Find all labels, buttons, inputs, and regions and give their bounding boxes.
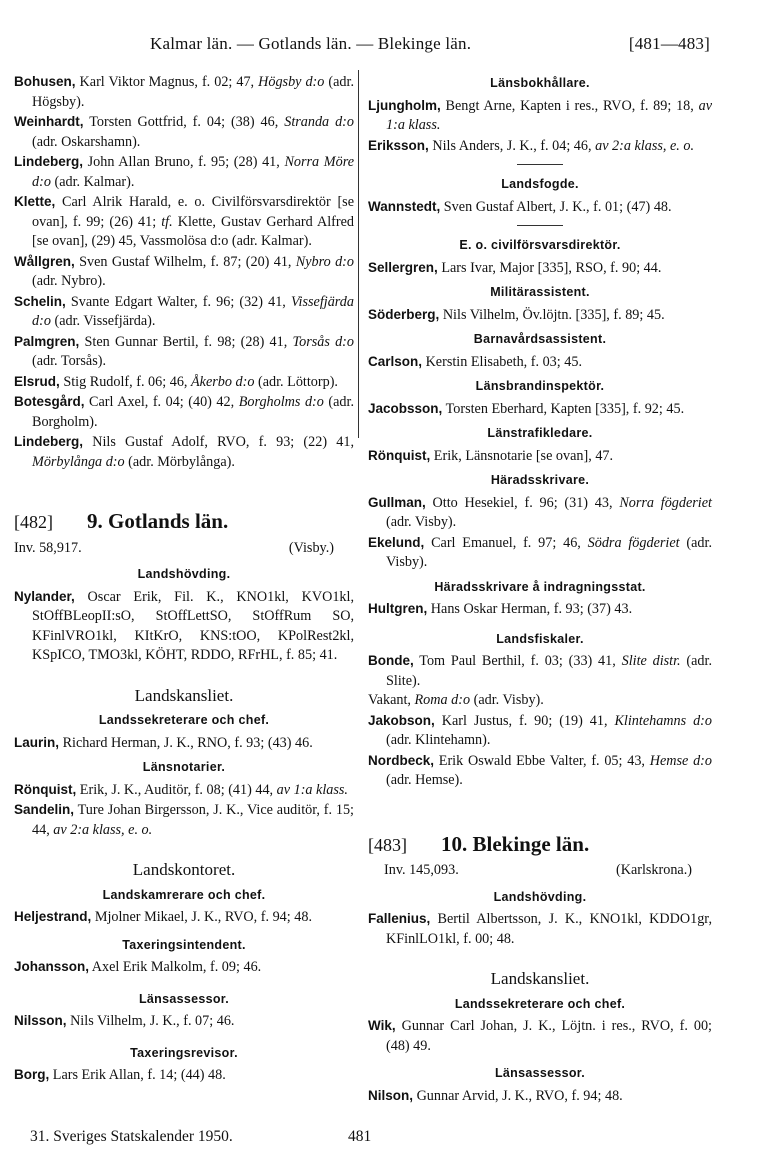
section-heading-gotland	[14, 509, 354, 533]
heading-landssekreterare: Landssekreterare och chef.	[454, 996, 626, 1011]
heading-taxeringsintendent: Taxeringsintendent.	[122, 937, 246, 952]
entry-sellergren: Sellergren, Lars Ivar, Major [335], RSO, f. 90; 44.	[368, 259, 662, 276]
heading-lansbrandinspektor: Länsbrandinspektör.	[475, 379, 605, 393]
county-seat: (Visby.)	[288, 539, 334, 556]
heading-haradsskrivare: Häradsskrivare.	[490, 473, 590, 487]
entry-eriksson: Eriksson, Nils Anders, J. K., f. 04; 46, av 2:a klass, e. o.	[368, 137, 694, 154]
entry-sandelin: Sandelin, Ture Johan Birgersson, J. K., Vice auditör, f. 15; 44, av 2:a klass, e. o.	[14, 802, 354, 838]
population-line	[368, 861, 712, 883]
entry-carlson: Carlson, Kerstin Elisabeth, f. 03; 45.	[368, 353, 582, 370]
entry-ljungholm: Ljungholm, Bengt Arne, Kapten i res., RVO, f. 89; 18, av 1:a klass.	[368, 97, 712, 133]
heading-landskansliet: Landskansliet.	[490, 969, 590, 988]
section-title: 9. Gotlands län.	[87, 509, 229, 533]
entry-borg: Borg, Lars Erik Allan, f. 14; (44) 48.	[14, 1067, 226, 1083]
heading-barnavardsassistent: Barnavårdsassistent.	[473, 332, 607, 346]
heading-lansassessor: Länsassessor.	[494, 1066, 586, 1080]
running-head-section-range: [481—483]	[628, 34, 710, 53]
entry-johansson: Johansson, Axel Erik Malkolm, f. 09; 46.	[14, 959, 262, 975]
heading-lansassessor: Länsassessor.	[138, 991, 230, 1006]
heading-lansnotarier: Länsnotarier.	[142, 760, 226, 774]
section-heading-blekinge	[368, 831, 712, 856]
entry-gullman: Gullman, Otto Hesekiel, f. 96; (31) 43, Norra fögderiet (adr. Visby).	[368, 494, 712, 530]
population: Inv. 58,917.	[14, 539, 82, 556]
entry-fallenius: Fallenius, Bertil Albertsson, J. K., KNO1kl, KDDO1gr, KFinlLO1kl, f. 00; 48.	[368, 911, 712, 947]
entry-ekelund: Ekelund, Carl Emanuel, f. 97; 46, Södra fögderiet (adr. Visby).	[368, 534, 712, 570]
heading-lansbokhallare: Länsbokhållare.	[490, 76, 590, 90]
population-line	[14, 539, 354, 561]
entry-lindeberg-nils: Lindeberg, Nils Gustaf Adolf, RVO, f. 93; (22) 41, Mörbylånga d:o (adr. Mörbylånga).	[14, 434, 354, 470]
entry-nylander: Nylander, Oscar Erik, Fil. K., KNO1kl, KVO1kl, StOffBLeopII:sO, StOffLettSO, StOffRum SO, KFinlVRO1kl, KItKrO, KNS:tOO, KPolRest2kl, KSpICO, TMO3kl, KÖHT, RDDO, RFrHL, f. 85; 41.	[14, 588, 354, 663]
heading-landshovding: Landshövding.	[137, 567, 231, 581]
column-divider	[358, 70, 359, 438]
entry-weinhardt: Weinhardt, Torsten Gottfrid, f. 04; (38) 46, Stranda d:o (adr. Oskarshamn).	[14, 114, 355, 150]
heading-landskansliet: Landskansliet.	[134, 685, 234, 705]
separator-rule	[517, 225, 563, 226]
entry-nordbeck: Nordbeck, Erik Oswald Ebbe Valter, f. 05; 43, Hemse d:o (adr. Hemse).	[368, 752, 712, 788]
heading-landshovding: Landshövding.	[493, 889, 587, 904]
entry-botesgard: Botesgård, Carl Axel, f. 04; (40) 42, Borgholms d:o (adr. Borgholm).	[14, 394, 354, 430]
running-head-title: Kalmar län. — Gotlands län. — Blekinge län.	[150, 34, 472, 53]
separator-rule	[517, 164, 563, 165]
entry-wannstedt: Wannstedt, Sven Gustaf Albert, J. K., f. 01; (47) 48.	[368, 198, 672, 215]
entry-ronquist: Rönquist, Erik, J. K., Auditör, f. 08; (41) 44, av 1:a klass.	[14, 781, 348, 798]
county-seat: (Karlskrona.)	[615, 862, 692, 878]
heading-landskamrerare: Landskamrerare och chef.	[102, 887, 266, 902]
entry-laurin: Laurin, Richard Herman, J. K., RNO, f. 93; (43) 46.	[14, 734, 313, 751]
entry-klette: Klette, Carl Alrik Harald, e. o. Civilförsvarsdirektör [se ovan], f. 99; (26) 41; tf. Klette, Gustav Gerhard Alfred [se ovan], (29) 45, Vassmolösa d:o (adr. Kalmar).	[14, 194, 354, 249]
entry-nilsson: Nilsson, Nils Vilhelm, J. K., f. 07; 46.	[14, 1013, 235, 1029]
page-footer	[30, 1128, 760, 1146]
footer-publication: 31. Sveriges Statskalender 1950.	[30, 1128, 233, 1145]
entry-bohusen: Bohusen, Karl Viktor Magnus, f. 02; 47, Högsby d:o (adr. Högsby).	[14, 74, 354, 110]
entry-elsrud: Elsrud, Stig Rudolf, f. 06; 46, Åkerbo d:o (adr. Löttorp).	[14, 373, 338, 390]
heading-landskontoret: Landskontoret.	[132, 860, 236, 879]
entry-bonde: Bonde, Tom Paul Berthil, f. 03; (33) 41, Slite distr. (adr. Slite).	[368, 653, 713, 689]
entry-jakobson: Jakobson, Karl Justus, f. 90; (19) 41, Klintehamns d:o (adr. Klintehamn).	[368, 712, 712, 748]
entry-lindeberg-john: Lindeberg, John Allan Bruno, f. 95; (28) 41, Norra Möre d:o (adr. Kalmar).	[14, 154, 354, 190]
entry-soderberg: Söderberg, Nils Vilhelm, Öv.löjtn. [335], f. 89; 45.	[368, 306, 665, 323]
heading-indragningsstat: Häradsskrivare å indragningsstat.	[434, 579, 646, 594]
heading-lanstrafikledare: Länstrafikledare.	[487, 426, 593, 440]
heading-landssekreterare: Landssekreterare och chef.	[98, 713, 270, 727]
right-column	[368, 72, 712, 1106]
running-head	[150, 34, 710, 54]
population: Inv. 145,093.	[384, 862, 459, 878]
entry-schelin: Schelin, Svante Edgart Walter, f. 96; (32) 41, Vissefjärda d:o (adr. Vissefjärda).	[14, 293, 354, 329]
entry-wik: Wik, Gunnar Carl Johan, J. K., Löjtn. i res., RVO, f. 00; (48) 49.	[368, 1018, 712, 1054]
section-number: [483]	[368, 834, 407, 855]
left-column	[14, 72, 354, 1086]
heading-landsfiskaler: Landsfiskaler.	[496, 631, 584, 646]
heading-civilforsvarsdirektor: E. o. civilförsvarsdirektör.	[459, 238, 621, 252]
entry-hultgren: Hultgren, Hans Oskar Herman, f. 93; (37) 43.	[368, 601, 633, 617]
entry-jacobsson: Jacobsson, Torsten Eberhard, Kapten [335], f. 92; 45.	[368, 400, 685, 417]
entry-ronquist-trafik: Rönquist, Erik, Länsnotarie [se ovan], 47.	[368, 447, 614, 464]
heading-landsfogde: Landsfogde.	[501, 177, 579, 191]
section-title: 10. Blekinge län.	[441, 831, 590, 856]
entry-nilson: Nilson, Gunnar Arvid, J. K., RVO, f. 94; 48.	[368, 1087, 623, 1104]
entry-vakant: Vakant, Roma d:o (adr. Visby).	[368, 692, 544, 708]
entry-wallgren: Wållgren, Sven Gustaf Wilhelm, f. 87; (20) 41, Nybro d:o (adr. Nybro).	[14, 253, 354, 289]
page-number: 481	[348, 1128, 372, 1145]
section-number: [482]	[14, 512, 53, 532]
entry-heljestrand: Heljestrand, Mjolner Mikael, J. K., RVO, f. 94; 48.	[14, 909, 313, 925]
entry-palmgren: Palmgren, Sten Gunnar Bertil, f. 98; (28) 41, Torsås d:o (adr. Torsås).	[14, 333, 354, 369]
heading-militarassistent: Militärassistent.	[490, 285, 590, 299]
heading-taxeringsrevisor: Taxeringsrevisor.	[130, 1045, 238, 1060]
